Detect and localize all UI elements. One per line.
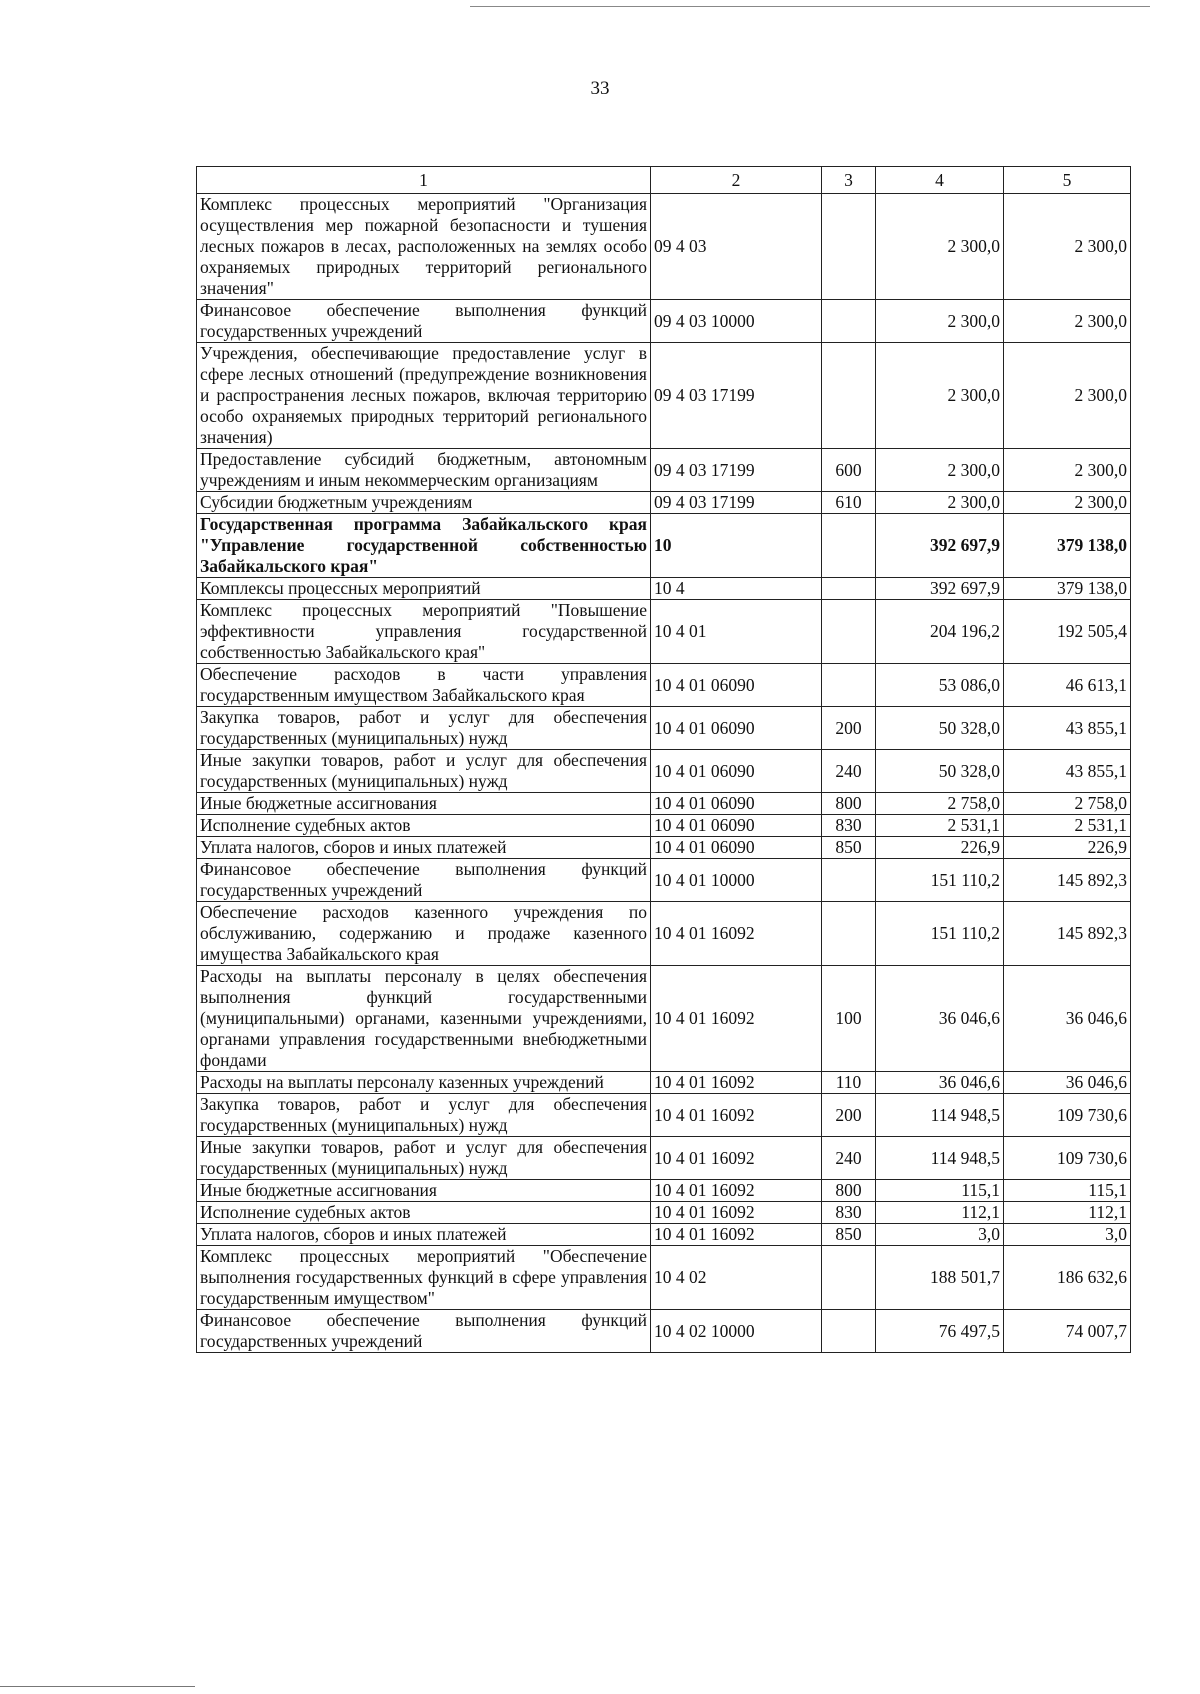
row-expense-type-cell: 830 [822,815,876,837]
row-name-cell: Уплата налогов, сборов и иных платежей [197,1224,651,1246]
row-code-cell: 10 4 01 06090 [651,664,822,707]
row-name-cell: Исполнение судебных актов [197,1202,651,1224]
row-expense-type-cell: 600 [822,449,876,492]
row-sum-year1-cell: 188 501,7 [876,1246,1004,1310]
row-sum-year1-cell: 76 497,5 [876,1310,1004,1353]
row-expense-type-cell [822,578,876,600]
row-code-cell: 10 4 01 06090 [651,815,822,837]
row-sum-year1-cell: 392 697,9 [876,514,1004,578]
table-row [197,707,1131,750]
row-sum-year1-cell: 2 300,0 [876,194,1004,300]
row-code-cell: 09 4 03 17199 [651,492,822,514]
row-expense-type-cell: 200 [822,707,876,750]
row-sum-year2-cell: 43 855,1 [1004,707,1131,750]
row-sum-year2-cell: 2 300,0 [1004,194,1131,300]
row-sum-year2-cell: 74 007,7 [1004,1310,1131,1353]
row-sum-year1-cell: 2 531,1 [876,815,1004,837]
row-code-cell: 10 4 01 06090 [651,750,822,793]
table-row [197,1094,1131,1137]
row-sum-year2-cell: 112,1 [1004,1202,1131,1224]
row-name-cell: Иные бюджетные ассигнования [197,793,651,815]
row-sum-year2-cell: 2 300,0 [1004,449,1131,492]
budget-table [196,166,1131,1353]
row-sum-year2-cell: 46 613,1 [1004,664,1131,707]
row-expense-type-cell: 200 [822,1094,876,1137]
row-sum-year1-cell: 36 046,6 [876,966,1004,1072]
row-sum-year1-cell: 114 948,5 [876,1137,1004,1180]
row-code-cell: 10 4 01 10000 [651,859,822,902]
table-row [197,750,1131,793]
row-sum-year1-cell: 2 758,0 [876,793,1004,815]
row-sum-year2-cell: 2 758,0 [1004,793,1131,815]
row-expense-type-cell [822,514,876,578]
row-sum-year2-cell: 145 892,3 [1004,859,1131,902]
row-code-cell: 10 4 01 16092 [651,1094,822,1137]
row-sum-year1-cell: 3,0 [876,1224,1004,1246]
table-row [197,578,1131,600]
table-row [197,492,1131,514]
row-expense-type-cell [822,343,876,449]
row-name-cell: Комплекс процессных мероприятий "Обеспечение выполнения государственных функций в сфере управления государственным имуществом" [197,1246,651,1310]
row-code-cell: 10 4 01 16092 [651,902,822,966]
row-code-cell: 10 4 01 16092 [651,1072,822,1094]
table-row [197,600,1131,664]
top-scan-rule [470,6,1150,7]
table-row [197,300,1131,343]
table-row [197,1072,1131,1094]
row-name-cell: Финансовое обеспечение выполнения функций государственных учреждений [197,1310,651,1353]
row-expense-type-cell: 800 [822,1180,876,1202]
row-sum-year2-cell: 2 300,0 [1004,492,1131,514]
table-row [197,1202,1131,1224]
header-cell-3: 3 [822,167,876,194]
row-code-cell: 10 4 02 [651,1246,822,1310]
row-code-cell: 10 [651,514,822,578]
table-row [197,966,1131,1072]
row-expense-type-cell [822,600,876,664]
row-sum-year2-cell: 226,9 [1004,837,1131,859]
table-row [197,449,1131,492]
table-row [197,194,1131,300]
row-expense-type-cell [822,664,876,707]
row-code-cell: 09 4 03 17199 [651,343,822,449]
row-expense-type-cell [822,1246,876,1310]
row-sum-year1-cell: 151 110,2 [876,859,1004,902]
row-expense-type-cell [822,194,876,300]
bottom-scan-rule [0,1686,195,1687]
row-sum-year2-cell: 379 138,0 [1004,578,1131,600]
row-name-cell: Обеспечение расходов в части управления государственным имуществом Забайкальского края [197,664,651,707]
row-sum-year1-cell: 2 300,0 [876,449,1004,492]
row-name-cell: Иные закупки товаров, работ и услуг для обеспечения государственных (муниципальных) нужд [197,750,651,793]
row-expense-type-cell: 800 [822,793,876,815]
row-sum-year1-cell: 114 948,5 [876,1094,1004,1137]
row-sum-year1-cell: 112,1 [876,1202,1004,1224]
row-name-cell: Расходы на выплаты персоналу казенных учреждений [197,1072,651,1094]
row-name-cell: Комплексы процессных мероприятий [197,578,651,600]
row-code-cell: 10 4 01 16092 [651,1224,822,1246]
row-sum-year2-cell: 2 300,0 [1004,343,1131,449]
row-sum-year1-cell: 115,1 [876,1180,1004,1202]
table-row [197,343,1131,449]
row-sum-year2-cell: 2 531,1 [1004,815,1131,837]
row-expense-type-cell: 100 [822,966,876,1072]
row-name-cell: Учреждения, обеспечивающие предоставление услуг в сфере лесных отношений (предупреждение возникновения и распространения лесных пожаров, включая территорию особо охраняемых природных территорий регионального значения) [197,343,651,449]
row-sum-year1-cell: 226,9 [876,837,1004,859]
row-sum-year2-cell: 109 730,6 [1004,1094,1131,1137]
row-name-cell: Предоставление субсидий бюджетным, автономным учреждениям и иным некоммерческим организациям [197,449,651,492]
row-code-cell: 10 4 02 10000 [651,1310,822,1353]
row-code-cell: 10 4 01 16092 [651,1202,822,1224]
row-name-cell: Исполнение судебных актов [197,815,651,837]
row-sum-year1-cell: 2 300,0 [876,343,1004,449]
row-code-cell: 10 4 01 06090 [651,707,822,750]
row-expense-type-cell: 610 [822,492,876,514]
row-sum-year2-cell: 43 855,1 [1004,750,1131,793]
table-row [197,1246,1131,1310]
row-expense-type-cell [822,1310,876,1353]
header-cell-5: 5 [1004,167,1131,194]
table-row [197,837,1131,859]
row-code-cell: 10 4 01 16092 [651,1137,822,1180]
row-sum-year2-cell: 2 300,0 [1004,300,1131,343]
row-expense-type-cell [822,300,876,343]
row-sum-year2-cell: 3,0 [1004,1224,1131,1246]
row-name-cell: Субсидии бюджетным учреждениям [197,492,651,514]
row-sum-year2-cell: 109 730,6 [1004,1137,1131,1180]
row-code-cell: 09 4 03 10000 [651,300,822,343]
row-code-cell: 10 4 01 [651,600,822,664]
row-sum-year1-cell: 50 328,0 [876,707,1004,750]
row-code-cell: 10 4 01 16092 [651,1180,822,1202]
table-row [197,1310,1131,1353]
row-sum-year2-cell: 36 046,6 [1004,966,1131,1072]
row-sum-year2-cell: 145 892,3 [1004,902,1131,966]
table-row [197,902,1131,966]
table-row [197,859,1131,902]
row-sum-year2-cell: 36 046,6 [1004,1072,1131,1094]
row-sum-year2-cell: 379 138,0 [1004,514,1131,578]
row-code-cell: 10 4 01 06090 [651,837,822,859]
row-sum-year1-cell: 53 086,0 [876,664,1004,707]
row-expense-type-cell: 850 [822,837,876,859]
row-code-cell: 09 4 03 [651,194,822,300]
row-sum-year2-cell: 186 632,6 [1004,1246,1131,1310]
row-name-cell: Расходы на выплаты персоналу в целях обеспечения выполнения функций государственными (муниципальными) органами, казенными учреждениями, органами управления государственными внебюджетными фондами [197,966,651,1072]
row-name-cell: Государственная программа Забайкальского края "Управление государственной собственностью Забайкальского края" [197,514,651,578]
row-expense-type-cell [822,902,876,966]
row-sum-year1-cell: 2 300,0 [876,300,1004,343]
row-name-cell: Комплекс процессных мероприятий "Организация осуществления мер пожарной безопасности и тушения лесных пожаров в лесах, расположенных на землях особо охраняемых природных территорий регионального значения" [197,194,651,300]
row-code-cell: 10 4 01 16092 [651,966,822,1072]
table-row [197,1180,1131,1202]
table-row [197,664,1131,707]
row-name-cell: Закупка товаров, работ и услуг для обеспечения государственных (муниципальных) нужд [197,707,651,750]
row-code-cell: 10 4 01 06090 [651,793,822,815]
row-expense-type-cell: 850 [822,1224,876,1246]
row-sum-year1-cell: 2 300,0 [876,492,1004,514]
row-expense-type-cell: 110 [822,1072,876,1094]
header-cell-4: 4 [876,167,1004,194]
row-code-cell: 10 4 [651,578,822,600]
row-sum-year1-cell: 392 697,9 [876,578,1004,600]
table-row [197,815,1131,837]
table-row [197,793,1131,815]
row-sum-year1-cell: 36 046,6 [876,1072,1004,1094]
row-expense-type-cell [822,859,876,902]
row-name-cell: Уплата налогов, сборов и иных платежей [197,837,651,859]
table-row [197,514,1131,578]
row-name-cell: Иные бюджетные ассигнования [197,1180,651,1202]
row-name-cell: Финансовое обеспечение выполнения функций государственных учреждений [197,859,651,902]
row-name-cell: Комплекс процессных мероприятий "Повышение эффективности управления государственной собственностью Забайкальского края" [197,600,651,664]
page-number: 33 [590,78,610,99]
row-code-cell: 09 4 03 17199 [651,449,822,492]
row-name-cell: Обеспечение расходов казенного учреждения по обслуживанию, содержанию и продаже казенного имущества Забайкальского края [197,902,651,966]
row-sum-year2-cell: 192 505,4 [1004,600,1131,664]
row-expense-type-cell: 240 [822,750,876,793]
row-sum-year2-cell: 115,1 [1004,1180,1131,1202]
row-name-cell: Иные закупки товаров, работ и услуг для обеспечения государственных (муниципальных) нужд [197,1137,651,1180]
table-row [197,1224,1131,1246]
header-cell-2: 2 [651,167,822,194]
table-row [197,1137,1131,1180]
row-sum-year1-cell: 151 110,2 [876,902,1004,966]
row-sum-year1-cell: 50 328,0 [876,750,1004,793]
header-cell-1: 1 [197,167,651,194]
row-sum-year1-cell: 204 196,2 [876,600,1004,664]
header-row [197,167,1131,194]
row-expense-type-cell: 240 [822,1137,876,1180]
row-name-cell: Закупка товаров, работ и услуг для обеспечения государственных (муниципальных) нужд [197,1094,651,1137]
row-name-cell: Финансовое обеспечение выполнения функций государственных учреждений [197,300,651,343]
row-expense-type-cell: 830 [822,1202,876,1224]
